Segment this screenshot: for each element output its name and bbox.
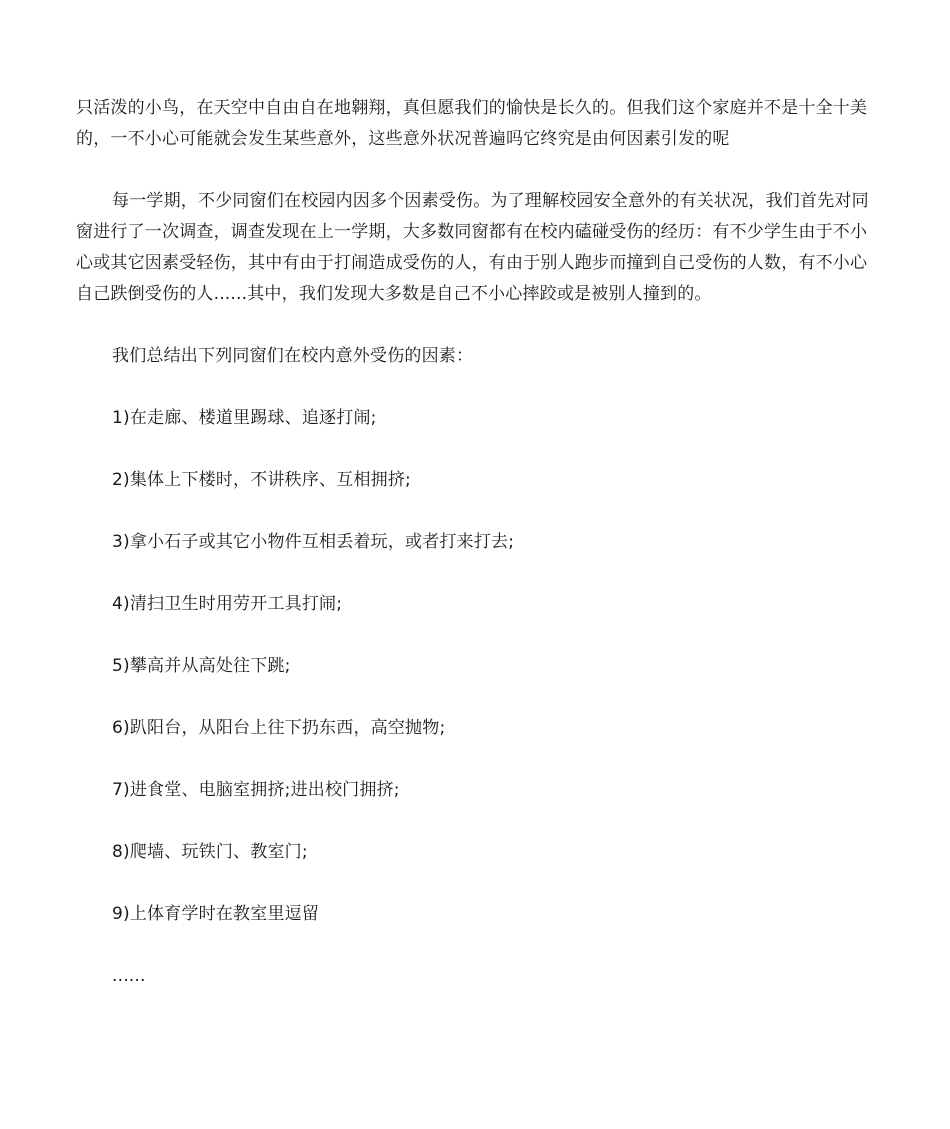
list-item: 4)清扫卫生时用劳开工具打闹; — [112, 594, 343, 614]
list-gap — [76, 620, 876, 651]
document-page — [76, 93, 876, 992]
list-item: 1)在走廊、楼道里踢球、追逐打闹; — [112, 408, 377, 428]
list-gap — [76, 930, 876, 961]
list-item: 9)上体育学时在教室里逗留 — [112, 904, 320, 924]
list-gap — [76, 744, 876, 775]
list-item: 6)趴阳台，从阳台上往下扔东西，高空抛物; — [112, 718, 446, 738]
list-item: 8)爬墙、玩铁门、教室门; — [112, 842, 308, 862]
paragraph-gap — [76, 310, 876, 341]
list-gap — [76, 868, 876, 899]
list-gap — [76, 806, 876, 837]
list-gap — [76, 496, 876, 527]
list-ellipsis: ...... — [112, 966, 146, 986]
list-gap — [76, 558, 876, 589]
list-gap — [76, 682, 876, 713]
paragraph-summary: 我们总结出下列同窗们在校内意外受伤的因素： — [112, 346, 474, 366]
paragraph-intro: 只活泼的小鸟，在天空中自由自在地翱翔，真但愿我们的愉快是长久的。但我们这个家庭并不是十全十美的，一不小心可能就会发生某些意外，这些意外状况普遍吗它终究是由何因素引发的呢 — [76, 98, 868, 149]
paragraph-gap — [76, 155, 876, 186]
paragraph-gap — [76, 372, 876, 403]
list-item: 2)集体上下楼时，不讲秩序、互相拥挤; — [112, 470, 411, 490]
list-item: 7)进食堂、电脑室拥挤;进出校门拥挤; — [112, 780, 400, 800]
list-item: 3)拿小石子或其它小物件互相丢着玩，或者打来打去; — [112, 532, 515, 552]
list-gap — [76, 434, 876, 465]
list-item: 5)攀高并从高处往下跳; — [112, 656, 291, 676]
paragraph-survey: 每一学期，不少同窗们在校园内因多个因素受伤。为了理解校园安全意外的有关状况，我们首先对同窗进行了一次调查，调查发现在上一学期，大多数同窗都有在校内磕碰受伤的经历：有不少学生由于不小心或其它因素受轻伤，其中有由于打闹造成受伤的人，有由于别人跑步而撞到自己受伤的人数，有不小心自己跌倒受伤的人......其中，我们发现大多数是自己不小心摔跤或是被别人撞到的。 — [76, 191, 869, 304]
